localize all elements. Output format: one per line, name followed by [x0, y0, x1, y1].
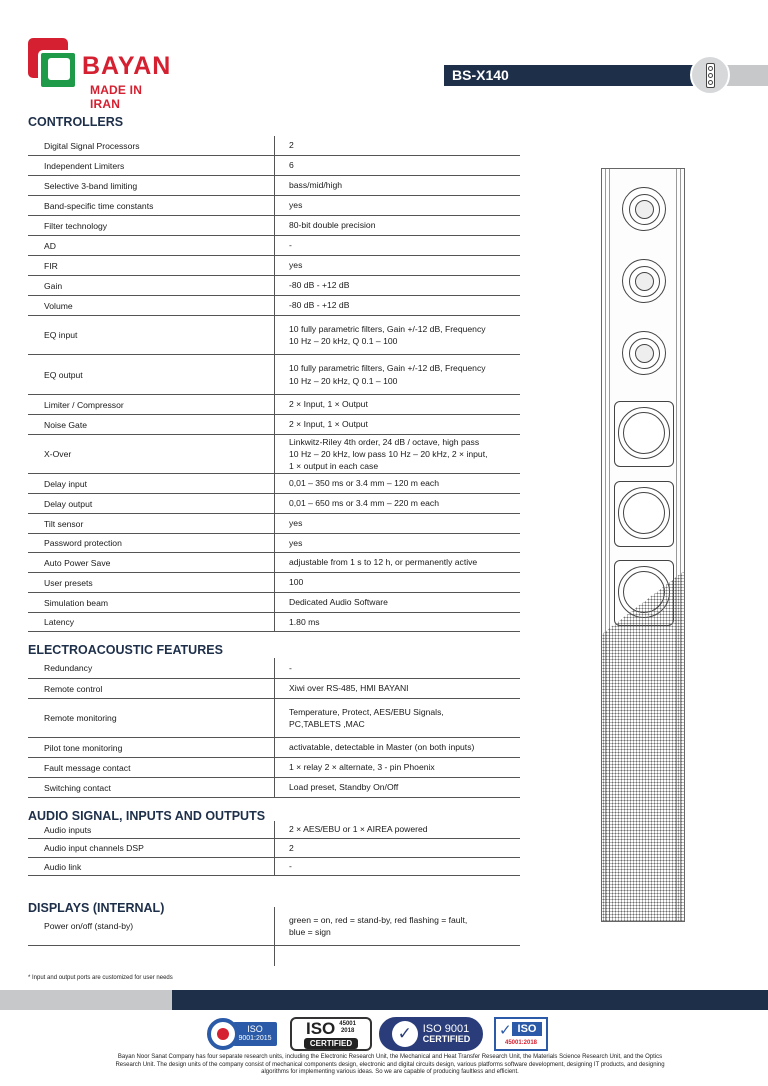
spec-label: Digital Signal Processors — [44, 140, 140, 151]
spec-label: Delay output — [44, 498, 93, 509]
spec-label: Delay input — [44, 478, 87, 489]
spec-value: 2 × Input, 1 × Output — [274, 415, 520, 434]
spec-value: yes — [274, 534, 520, 552]
spec-label: X-Over — [44, 449, 72, 459]
spec-row — [28, 946, 520, 966]
spec-row — [28, 858, 520, 876]
spec-row — [28, 778, 520, 798]
spec-label: Switching contact — [44, 782, 111, 793]
tweeter-1 — [622, 187, 666, 231]
spec-row — [28, 276, 520, 296]
spec-value: 2 × AES/EBU or 1 × AIREA powered — [274, 821, 520, 838]
spec-label: Password protection — [44, 538, 122, 548]
brand-logo — [28, 38, 172, 111]
spec-row — [28, 658, 520, 679]
spec-value: yes — [274, 514, 520, 533]
spec-value: -80 dB - +12 dB — [274, 296, 520, 315]
spec-row — [28, 907, 520, 946]
spec-value: - — [274, 858, 520, 875]
spec-value: yes — [274, 256, 520, 275]
spec-label: Gain — [44, 280, 63, 291]
spec-label: Tilt sensor — [44, 518, 84, 529]
spec-row — [28, 176, 520, 196]
model-title: BS-X140 — [444, 65, 700, 86]
spec-label: Pilot tone monitoring — [44, 742, 123, 753]
spec-row — [28, 256, 520, 276]
spec-label: Limiter / Compressor — [44, 399, 124, 410]
spec-row — [28, 435, 520, 474]
speaker-column-illustration — [601, 168, 685, 922]
spec-label: Remote control — [44, 683, 103, 694]
spec-value: adjustable from 1 s to 12 h, or permanently active — [274, 553, 520, 572]
spec-value: 2 × Input, 1 × Output — [274, 395, 520, 414]
spec-value: green = on, red = stand-by, red flashing = fault, blue = sign — [274, 907, 520, 945]
spec-value: 0,01 – 650 ms or 3.4 mm – 220 m each — [274, 494, 520, 513]
displays-table — [28, 907, 520, 966]
spec-row — [28, 316, 520, 355]
company-about-text: Bayan Noor Sanat Company has four separate research units, including the Electronic Research Unit, the Mechanical and Heat Transfer Research Unit, the Materials Science Research Unit, and the Optics Research Unit. The design units of the company consist of mechanical components design, electronic and digital circuits design, various platforms software development, designing IT products, and designing algorithms for implementing various ideas. So we are capable of producing faultless and efficient. — [115, 1054, 665, 1076]
spec-label: FIR — [44, 260, 58, 271]
spec-value: 10 fully parametric filters, Gain +/-12 dB, Frequency 10 Hz – 20 kHz, Q 0.1 – 100 — [274, 316, 520, 354]
spec-value: 100 — [274, 573, 520, 592]
spec-row — [28, 573, 520, 593]
spec-value: 6 — [274, 156, 520, 175]
spec-label: Band-specific time constants — [44, 200, 154, 211]
footer-band-navy — [172, 990, 768, 1010]
spec-row — [28, 355, 520, 395]
spec-label: AD — [44, 240, 56, 251]
audio-table — [28, 821, 520, 876]
spec-label: Remote monitoring — [44, 713, 117, 723]
spec-row — [28, 415, 520, 435]
spec-value: -80 dB - +12 dB — [274, 276, 520, 295]
speaker-icon — [690, 55, 730, 95]
spec-value: bass/mid/high — [274, 176, 520, 195]
spec-row — [28, 236, 520, 256]
spec-label: Audio link — [44, 861, 82, 872]
spec-value: 80-bit double precision — [274, 216, 520, 235]
spec-value: 10 fully parametric filters, Gain +/-12 dB, Frequency 10 Hz – 20 kHz, Q 0.1 – 100 — [274, 355, 520, 394]
spec-label: Audio inputs — [44, 824, 92, 835]
spec-row — [28, 553, 520, 573]
spec-value: activatable, detectable in Master (on both inputs) — [274, 738, 520, 757]
spec-row — [28, 494, 520, 514]
section-title-controllers: CONTROLLERS — [28, 115, 124, 129]
tweeter-3 — [622, 331, 666, 375]
section-title-electroacoustic: ELECTROACOUSTIC FEATURES — [28, 643, 223, 657]
spec-row — [28, 758, 520, 778]
section-title-displays: DISPLAYS (INTERNAL) — [28, 901, 165, 915]
footnote: * Input and output ports are customized for user needs — [28, 975, 173, 981]
spec-row — [28, 296, 520, 316]
iso-45001-2018-badge: ISO 45001 2018 CERTIFIED — [290, 1017, 372, 1051]
spec-label: EQ input — [44, 330, 78, 340]
spec-value: - — [274, 658, 520, 678]
spec-row — [28, 136, 520, 156]
spec-label: Independent Limiters — [44, 160, 125, 171]
woofer-2 — [614, 481, 674, 547]
logo-white-square — [48, 58, 70, 80]
spec-label: Audio input channels DSP — [44, 843, 144, 853]
brand-name: BAYAN — [82, 52, 172, 80]
spec-label: EQ output — [44, 369, 83, 380]
spec-label: Redundancy — [44, 663, 93, 673]
spec-row — [28, 514, 520, 534]
footer-band-grey — [0, 990, 172, 1010]
spec-value: Temperature, Protect, AES/EBU Signals, PC,TABLETS ,MAC — [274, 699, 520, 737]
iso-9001-certified-badge: ✓ ISO 9001 CERTIFIED — [379, 1017, 483, 1051]
controllers-table — [28, 136, 520, 632]
spec-row — [28, 216, 520, 236]
spec-row — [28, 679, 520, 699]
electroacoustic-table — [28, 658, 520, 798]
spec-label: Selective 3-band limiting — [44, 180, 138, 191]
spec-value: 2 — [274, 839, 520, 857]
spec-value: Xiwi over RS-485, HMI BAYANI — [274, 679, 520, 698]
spec-row — [28, 738, 520, 758]
spec-label: Noise Gate — [44, 419, 87, 430]
spec-value: Dedicated Audio Software — [274, 593, 520, 612]
spec-value: 1 × relay 2 × alternate, 3 - pin Phoenix — [274, 758, 520, 777]
spec-row — [28, 156, 520, 176]
spec-label: Filter technology — [44, 220, 108, 231]
spec-value — [274, 946, 520, 966]
spec-row — [28, 593, 520, 613]
spec-label: Power on/off (stand-by) — [44, 921, 134, 931]
checkmark-icon: ✓ — [392, 1021, 418, 1047]
spec-value: yes — [274, 196, 520, 215]
spec-label: Fault message contact — [44, 762, 131, 773]
spec-row — [28, 474, 520, 494]
spec-value: Linkwitz-Riley 4th order, 24 dB / octave, high pass 10 Hz – 20 kHz, low pass 10 Hz – 20 kHz, 2 × input, 1 × output in each case — [274, 435, 520, 473]
spec-value: 2 — [274, 136, 520, 155]
spec-value: - — [274, 236, 520, 255]
spec-label: Simulation beam — [44, 597, 109, 608]
spec-label: User presets — [44, 577, 93, 588]
spec-row — [28, 821, 520, 839]
spec-value: 1.80 ms — [274, 613, 520, 631]
spec-value: Load preset, Standby On/Off — [274, 778, 520, 797]
spec-label: Latency — [44, 617, 75, 627]
spec-value: 0,01 – 350 ms or 3.4 mm – 120 m each — [274, 474, 520, 493]
iso-9001-2015-badge: ISO 9001:2015 — [204, 1017, 280, 1051]
woofer-1 — [614, 401, 674, 467]
spec-row — [28, 395, 520, 415]
spec-row — [28, 839, 520, 858]
brand-tagline: MADE IN IRAN — [90, 83, 143, 111]
checkmark-icon: ✓ — [499, 1022, 512, 1039]
spec-row — [28, 613, 520, 632]
spec-row — [28, 699, 520, 738]
spec-label: Volume — [44, 300, 73, 311]
spec-label: Auto Power Save — [44, 557, 111, 568]
section-title-audio: AUDIO SIGNAL, INPUTS AND OUTPUTS — [28, 809, 266, 823]
spec-row — [28, 534, 520, 553]
iso-45001-badge: ✓ ISO 45001:2018 — [494, 1017, 548, 1051]
tweeter-2 — [622, 259, 666, 303]
spec-row — [28, 196, 520, 216]
